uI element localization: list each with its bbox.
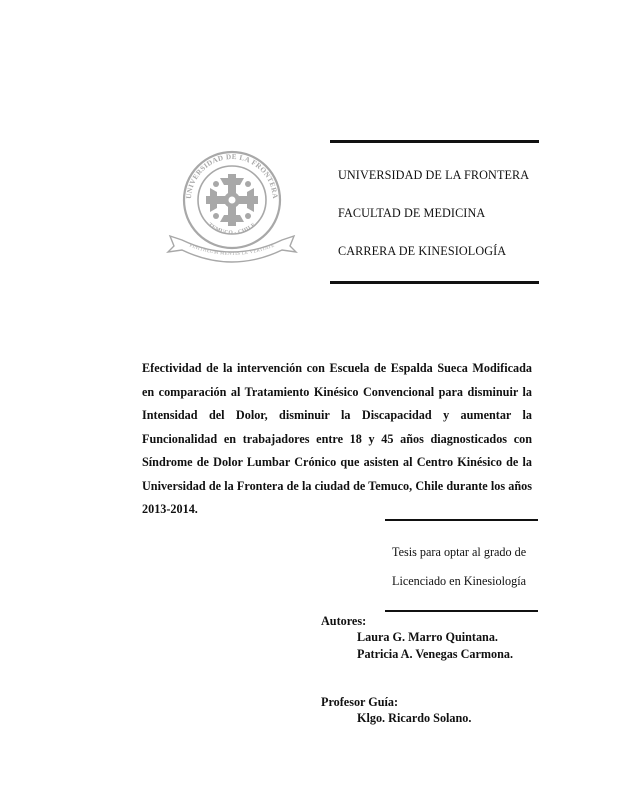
degree-top-rule — [385, 519, 538, 521]
institution-top-rule — [330, 140, 539, 143]
seal-cross-emblem — [206, 174, 258, 226]
institution-bottom-rule — [330, 281, 539, 284]
degree-line-2: Licenciado en Kinesiología — [392, 574, 527, 588]
advisor-label: Profesor Guía: — [321, 695, 399, 709]
seal-ribbon-text: FINITHEUM MENTIS LE VERITATE — [188, 243, 276, 258]
author-name: Patricia A. Venegas Carmona. — [357, 647, 514, 661]
thesis-title: Efectividad de la intervención con Escuela de Espalda Sueca Modificada en comparación al Tratamiento Kinésico Convencional para disminuir la Intensidad del Dolor, disminuir la Discapacidad y aumentar la Funcionalidad en trabajadores entre 18 y 45 años diagnosticados con Síndrome de Dolor Lumbar Crónico que asisten al Centro Kinésico de la Universidad de la Frontera de la ciudad de Temuco, Chile durante los años 2013-2014. — [142, 361, 532, 516]
faculty-name: FACULTAD DE MEDICINA — [338, 206, 486, 220]
advisor-name: Klgo. Ricardo Solano. — [357, 711, 472, 725]
university-seal — [162, 148, 302, 274]
degree-line-1: Tesis para optar al grado de — [392, 545, 527, 559]
degree-bottom-rule — [385, 610, 538, 612]
seal-ring-text-bottom: TEMUCO - CHILE — [206, 221, 258, 237]
seal-ring-text-top: UNIVERSIDAD DE LA FRONTERA — [184, 152, 280, 200]
authors-label: Autores: — [321, 614, 367, 628]
career-name: CARRERA DE KINESIOLOGÍA — [338, 244, 507, 258]
author-name: Laura G. Marro Quintana. — [357, 630, 498, 644]
university-name: UNIVERSIDAD DE LA FRONTERA — [338, 168, 530, 182]
